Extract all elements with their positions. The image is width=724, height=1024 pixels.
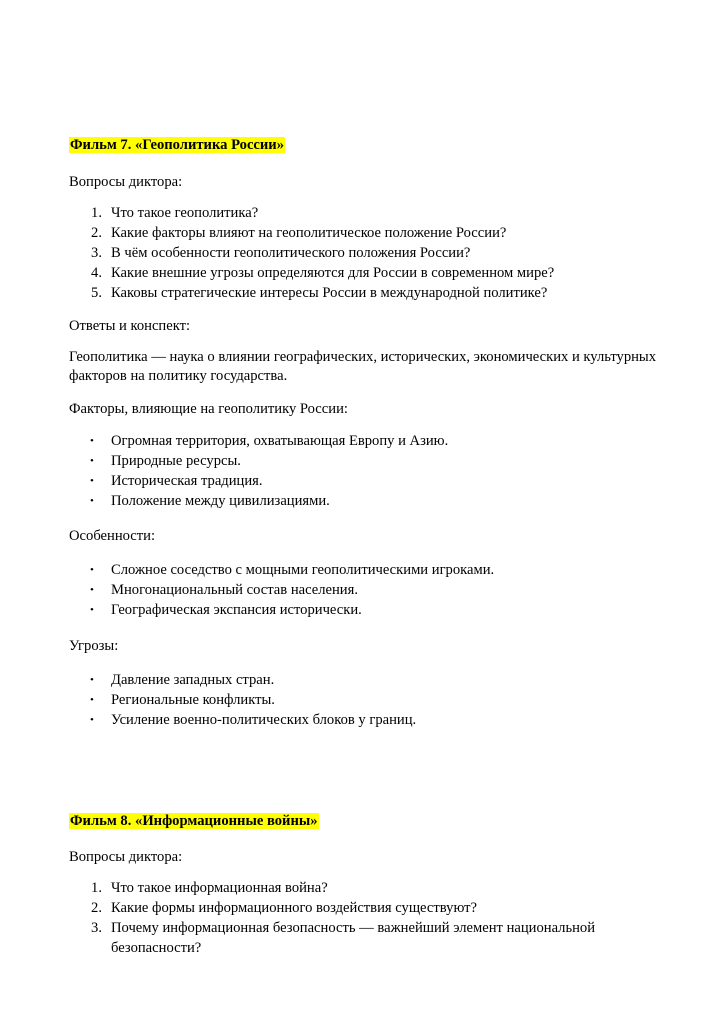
list-item: • Усиление военно-политических блоков у границ.	[90, 712, 417, 728]
bullet-icon: •	[90, 455, 94, 467]
bullet-icon: •	[90, 564, 94, 576]
list-item: 2. Какие факторы влияют на геополитическое положение России?	[91, 225, 507, 241]
list-item: • Огромная территория, охватывающая Европу и Азию.	[90, 433, 449, 449]
list-item: • Региональные конфликты.	[90, 692, 275, 708]
film7-features-label: Особенности:	[69, 528, 156, 544]
list-item: • Историческая традиция.	[90, 473, 263, 489]
film7-definition-line2: факторов на политику государства.	[69, 368, 288, 384]
list-item: 1. Что такое информационная война?	[91, 880, 328, 896]
list-item: • Природные ресурсы.	[90, 453, 241, 469]
list-item: • Сложное соседство с мощными геополитическими игроками.	[90, 562, 495, 578]
list-item: • Давление западных стран.	[90, 672, 275, 688]
list-item: • Многонациональный состав населения.	[90, 582, 358, 598]
film8-questions-label: Вопросы диктора:	[69, 849, 183, 865]
bullet-icon: •	[90, 584, 94, 596]
film7-heading	[69, 135, 285, 155]
list-item: 2. Какие формы информационного воздействия существуют?	[91, 900, 478, 916]
bullet-icon: •	[90, 475, 94, 487]
list-item: 5. Каковы стратегические интересы России в международной политике?	[91, 285, 548, 301]
film7-threats-label: Угрозы:	[69, 638, 119, 654]
film7-title: Фильм 7. «Геополитика России»	[70, 137, 285, 153]
bullet-icon: •	[90, 674, 94, 686]
bullet-icon: •	[90, 694, 94, 706]
film7-answers-label: Ответы и конспект:	[69, 318, 191, 334]
list-item: • Положение между цивилизациями.	[90, 493, 330, 509]
list-item: 4. Какие внешние угрозы определяются для России в современном мире?	[91, 265, 555, 281]
bullet-icon: •	[90, 604, 94, 616]
list-item-continuation: безопасности?	[111, 940, 202, 956]
film7-questions-label: Вопросы диктора:	[69, 174, 183, 190]
film8-heading	[69, 811, 319, 831]
list-item: • Географическая экспансия исторически.	[90, 602, 362, 618]
list-item: 1. Что такое геополитика?	[91, 205, 259, 221]
film7-definition-line1: Геополитика — наука о влиянии географических, исторических, экономических и культурных	[69, 349, 657, 365]
bullet-icon: •	[90, 495, 94, 507]
bullet-icon: •	[90, 714, 94, 726]
film7-factors-label: Факторы, влияющие на геополитику России:	[69, 401, 348, 417]
film8-title: Фильм 8. «Информационные войны»	[70, 813, 318, 829]
list-item: 3. Почему информационная безопасность — важнейший элемент национальной	[91, 920, 596, 936]
bullet-icon: •	[90, 435, 94, 447]
list-item: 3. В чём особенности геополитического положения России?	[91, 245, 471, 261]
